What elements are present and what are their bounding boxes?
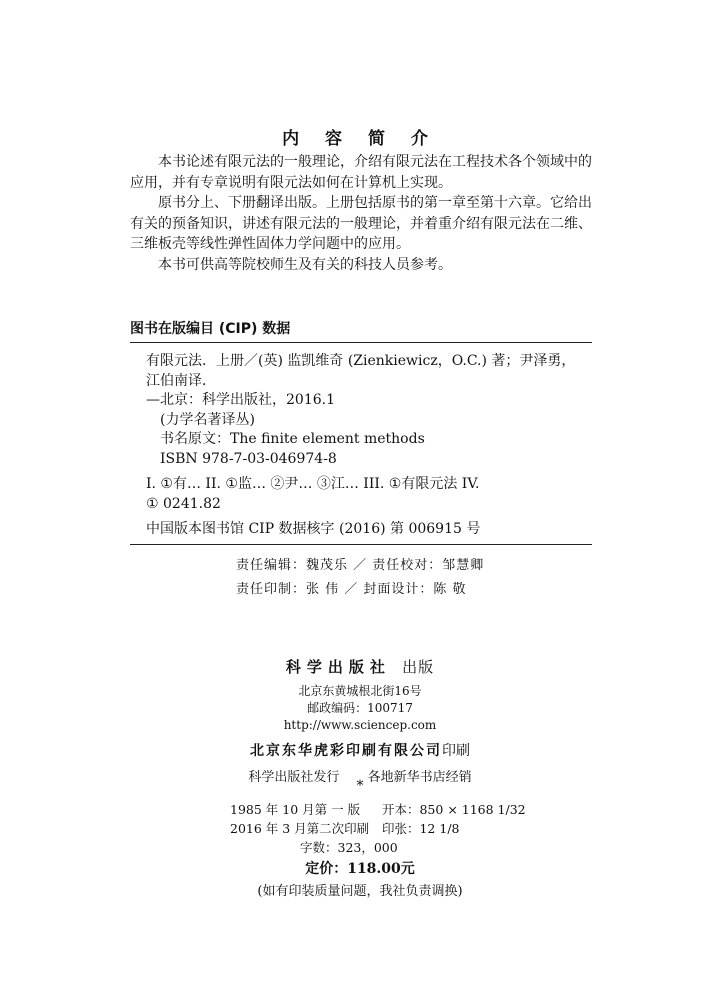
printer-action: 印刷	[442, 743, 470, 759]
cip-line: 江伯南译．	[146, 372, 216, 389]
separator-star: *	[356, 778, 364, 794]
publisher-name-text: 科学出版社	[285, 658, 391, 676]
cip-line: ① 0241.82	[146, 495, 221, 512]
print-sheets: 印张：12 1/8	[381, 821, 460, 836]
cip-line: I. ①有… II. ①监… ②尹… ③江… III. ①有限元法 IV.	[146, 476, 480, 492]
cip-line: 中国版本图书馆 CIP 数据核字 (2016) 第 006915 号	[146, 521, 481, 537]
edition-info	[230, 800, 526, 857]
intro-text	[130, 152, 592, 275]
cip-line: 书名原文：The finite element methods	[160, 431, 425, 447]
intro-title: 内 容 简 介	[282, 129, 438, 149]
publisher-postcode: 邮政编码：100717	[307, 701, 413, 715]
edition-row	[230, 819, 526, 838]
printer	[0, 740, 720, 760]
publisher-block	[0, 656, 720, 785]
printer-name: 北京东华虎彩印刷有限公司	[250, 743, 442, 759]
cip-heading: 图书在版编目 (CIP) 数据	[130, 321, 291, 337]
distributor: 科学出版社发行	[248, 770, 340, 785]
book-format: 开本：850 × 1168 1/32	[381, 802, 526, 817]
quality-note: (如有印装质量问题，我社负责调换)	[257, 884, 463, 899]
publisher-address: 北京东黄城根北街16号	[298, 684, 422, 698]
cip-line: ISBN 978-7-03-046974-8	[160, 450, 337, 467]
edition-row	[230, 800, 526, 819]
intro-paragraph: 本书可供高等院校师生及有关的科技人员参考。	[158, 256, 452, 273]
intro-paragraph: 原书分上、下册翻译出版。上册包括原书的第一章至第十六章。它给出有关的预备知识，讲述有限元法的一般理论，并着重介绍有限元法在二维、三维板壳等线性弹性固体力学问题中的应用。	[130, 195, 592, 252]
cip-top-rule	[130, 342, 592, 343]
cip-data	[146, 352, 576, 540]
first-edition: 1985 年 10 月第 一 版	[230, 802, 361, 817]
intro-paragraph: 本书论述有限元法的一般理论，介绍有限元法在工程技术各个领域中的应用，并有专章说明有限元法如何在计算机上实现。	[130, 154, 592, 191]
seller: 各地新华书店经销	[367, 770, 472, 785]
cip-line: —北京：科学出版社，2016.1	[146, 392, 335, 408]
cip-line: 有限元法．上册／(英) 监凯维奇 (Zienkiewicz，O.C.) 著；尹泽勇，	[146, 353, 576, 369]
responsibility-block	[236, 554, 484, 602]
cip-bottom-rule	[130, 544, 592, 545]
cip-line: (力学名著译丛)	[160, 411, 255, 428]
publisher-website: http://www.sciencep.com	[283, 718, 437, 732]
word-count: 字数：323，000	[300, 840, 398, 855]
publisher-name	[0, 656, 720, 677]
editor-line: 责任编辑：魏茂乐 ／ 责任校对：邹慧卿	[236, 558, 485, 573]
price: 定价：118.00元	[305, 861, 415, 877]
publisher-action: 出版	[402, 658, 435, 676]
production-line: 责任印制：张 伟 ／ 封面设计：陈 敬	[236, 582, 467, 597]
second-print: 2016 年 3 月第二次印刷	[230, 821, 370, 836]
